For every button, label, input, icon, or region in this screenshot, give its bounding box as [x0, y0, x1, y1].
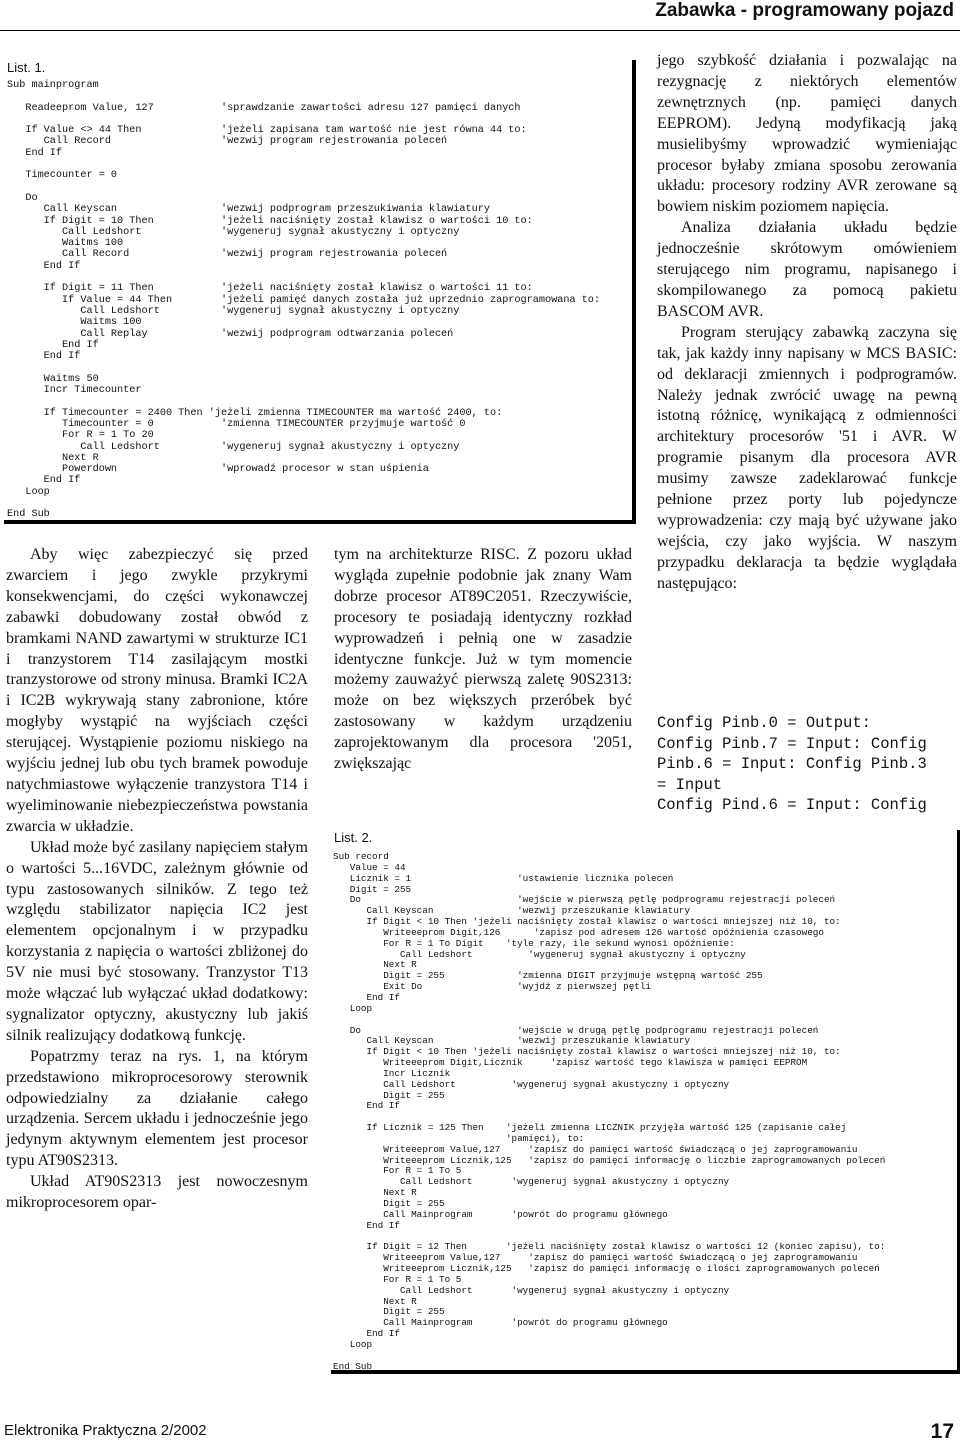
paragraph: Aby więc zabezpieczyć się przed zwarciem i jego zwykle przykrymi konsekwencjami, do części wykonawczej zabawki dobudowany został obwód z bramkami NAND zawartymi w strukturze IC1 i tranzystorem T14 zasilającym mostki tranzystorowe od strony minusa. Bramki IC2A i IC2B wykrywają stany zabronione, które mogłyby wystąpić na wyjściach części sterującej. Wystąpienie poziomu niskiego na wyjściu jednej lub obu tych bramek powoduje natychmiastowe wyłączenie tranzystora T14 i wyeliminowanie niebezpieczeństwa powstania zwarcia w układzie.	[6, 546, 308, 835]
paragraph: Analiza działania układu będzie jednocześnie skrótowym omówieniem sterującego nim programu, napisanego i skompilowanego za pomocą pakietu BASCOM AVR.	[657, 219, 957, 320]
listing-2-title: List. 2.	[334, 830, 373, 845]
page-number: 17	[930, 1420, 954, 1443]
footer-magazine: Elektronika Praktyczna 2/2002	[4, 1422, 207, 1439]
listing-1-title: List. 1.	[7, 60, 46, 75]
paragraph: tym na architekturze RISC. Z pozoru układ wygląda zupełnie podobnie jak znany Wam dobrze procesor AT89C2051. Rzeczywiście, procesory te posiadają identyczny rozkład wyprowadzeń i pełnią one w zasadzie identyczne funkcje. Już w tym momencie możemy zauważyć pierwszą zaletę 90S2313: może on bez większych przeróbek być zastosowany w każdym urządzeniu zaprojektowanym dla procesora '2051, zwiększając	[334, 546, 632, 773]
paragraph: Popatrzmy teraz na rys. 1, na którym przedstawiono mikroprocesorowy sterownik odpowiedzialny za działanie całego urządzenia. Sercem układu i jednocześnie jego jedynym aktywnym elementem jest procesor typu AT90S2313.	[6, 1047, 308, 1170]
listing-2-box	[331, 830, 960, 1374]
listing-1-box	[4, 60, 636, 524]
paragraph: Układ AT90S2313 jest nowoczesnym mikroprocesorem opar-	[6, 1173, 308, 1212]
listing-1-code: Sub mainprogram Readeeprom Value, 127 'sprawdzanie zawartości adresu 127 pamięci danych If Value <> 44 Then 'jeżeli zapisana tam wartość nie jest równa 44 to: Call Record 'wezwij program rejestrowania poleceń End If Timecounter = 0 Do Call Keyscan 'wezwij podprogram przeszukiwania klawiatury If Digit = 10 Then 'jeżeli naciśnięty został klawisz o wartości 10 to: Call Ledshort 'wygeneruj sygnał akustyczny i optyczny Waitms 100 Call Record 'wezwij program rejestrowania poleceń End If If Digit = 11 Then 'jeżeli naciśnięty został klawisz o wartości 11 to: If Value = 44 Then 'jeżeli pamięć danych została już uprzednio zaprogramowana to: Call Ledshort 'wygeneruj sygnał akustyczny i optyczny Waitms 100 Call Replay 'wezwij podprogram odtwarzania poleceń End If End If Waitms 50 Incr Timecounter If Timecounter = 2400 Then 'jeżeli zmienna TIMECOUNTER ma wartość 2400, to: Timecounter = 0 'zmienna TIMECOUNTER przyjmuje wartość 0 For R = 1 To 20 Call Ledshort 'wygeneruj sygnał akustyczny i optyczny Next R Powerdown 'wprowadź procesor w stan uśpienia End If Loop End Sub	[7, 80, 601, 521]
left-column	[6, 545, 308, 1214]
paragraph: jego szybkość działania i pozwalając na rezygnację z niektórych elementów zewnętrznych (np. pamięci danych EEPROM). Jedyną modyfikacją jaką musielibyśmy wprowadzić wymieniając procesor byłaby zmiana sposobu zerowania układu: procesory rodziny AVR zerowane są bowiem niskim poziomem napięcia.	[657, 52, 957, 216]
config-code: Config Pinb.0 = Output: Config Pinb.7 = Input: Config Pinb.6 = Input: Config Pinb.3 = Input Config Pind.6 = Input: Config	[657, 714, 927, 815]
paragraph: Program sterujący zabawką zaczyna się tak, jak każdy inny napisany w MCS BASIC: od deklaracji zmiennych i podprogramów. Należy jednak zwrócić uwagę na pewną istotną różnicę, wynikającą z odmienności architektury procesorów '51 i AVR. W programie pisanym dla procesora AVR musimy zawsze zadeklarować funkcje pełnione przez porty lub pojedyncze wyprowadzenia: czy mają być używane jako wejścia, czy jako wyjścia. W naszym przypadku deklaracja ta będzie wyglądała następująco:	[657, 323, 957, 592]
running-header: Zabawka - programowany pojazd	[655, 0, 954, 21]
middle-column	[334, 545, 632, 775]
header-rule	[0, 30, 960, 31]
listing-2-code: Sub record Value = 44 Licznik = 1 'ustawienie licznika poleceń Digit = 255 Do 'wejście w pierwszą pętlę podprogramu rejestracji poleceń Call Keyscan 'wezwij przeszukanie klawiatury If Digit < 10 Then 'jeżeli naciśnięty został klawisz o wartości mniejszej niż 10, to: Writeeeprom Digit,126 'zapisz pod adresem 126 wartość opóźnienia czasowego For R = 1 To Digit 'tyle razy, ile sekund wynosi opóźnienie: Call Ledshort 'wygeneruj sygnał akustyczny i optyczny Next R Digit = 255 'zmienna DIGIT przyjmuje wstępną wartość 255 Exit Do 'wyjdź z pierwszej pętli End If Loop Do 'wejście w drugą pętlę podprogramu rejestracji poleceń Call Keyscan 'wezwij przeszukanie klawiatury If Digit < 10 Then 'jeżeli naciśnięty został klawisz o wartości mniejszej niż 10, to: Writeeeprom Digit,Licznik 'zapisz wartość tego klawisza w pamięci EEPROM Incr Licznik Call Ledshort 'wygeneruj sygnał akustyczny i optyczny Digit = 255 End If If Licznik = 125 Then 'jeżeli zmienna LICZNIK przyjęła wartość 125 (zapisanie całej 'pamięci), to: Writeeeprom Value,127 'zapisz do pamięci wartość świadczącą o jej zaprogramowaniu Writeeeprom Licznik,125 'zapisz do pamięci informację o liczbie zaprogramowanych poleceń For R = 1 To 5 Call Ledshort 'wygeneruj sygnał akustyczny i optyczny Next R Digit = 255 Call Mainprogram 'powrót do programu głównego End If If Digit = 12 Then 'jeżeli naciśnięty został klawisz o wartości 12 (koniec zapisu), to: Writeeeprom Value,127 'zapisz do pamięci wartość świadczącą o jej zaprogramowaniu Writeeeprom Licznik,125 'zapisz do pamięci informację o ilości zaprogramowanych poleceń For R = 1 To 5 Call Ledshort 'wygeneruj sygnał akustyczny i optyczny Next R Digit = 255 Call Mainprogram 'powrót do programu głównego End If Loop End Sub	[333, 851, 886, 1372]
paragraph: Układ może być zasilany napięciem stałym o wartości 5...16VDC, zależnym głównie od typu zastosowanych silników. Z tego też względu stabilizator napięcia IC2 jest elementem opcjonalnym i w przypadku korzystania z napięcia o wartości zbliżonej do 5V nie musi być stosowany. Tranzystor T13 może włączać lub wyłączać układ dodatkowy: sygnalizator optyczny, akustyczny lub jakiś silnik realizujący dodatkową funkcję.	[6, 838, 308, 1044]
right-column	[657, 51, 957, 595]
